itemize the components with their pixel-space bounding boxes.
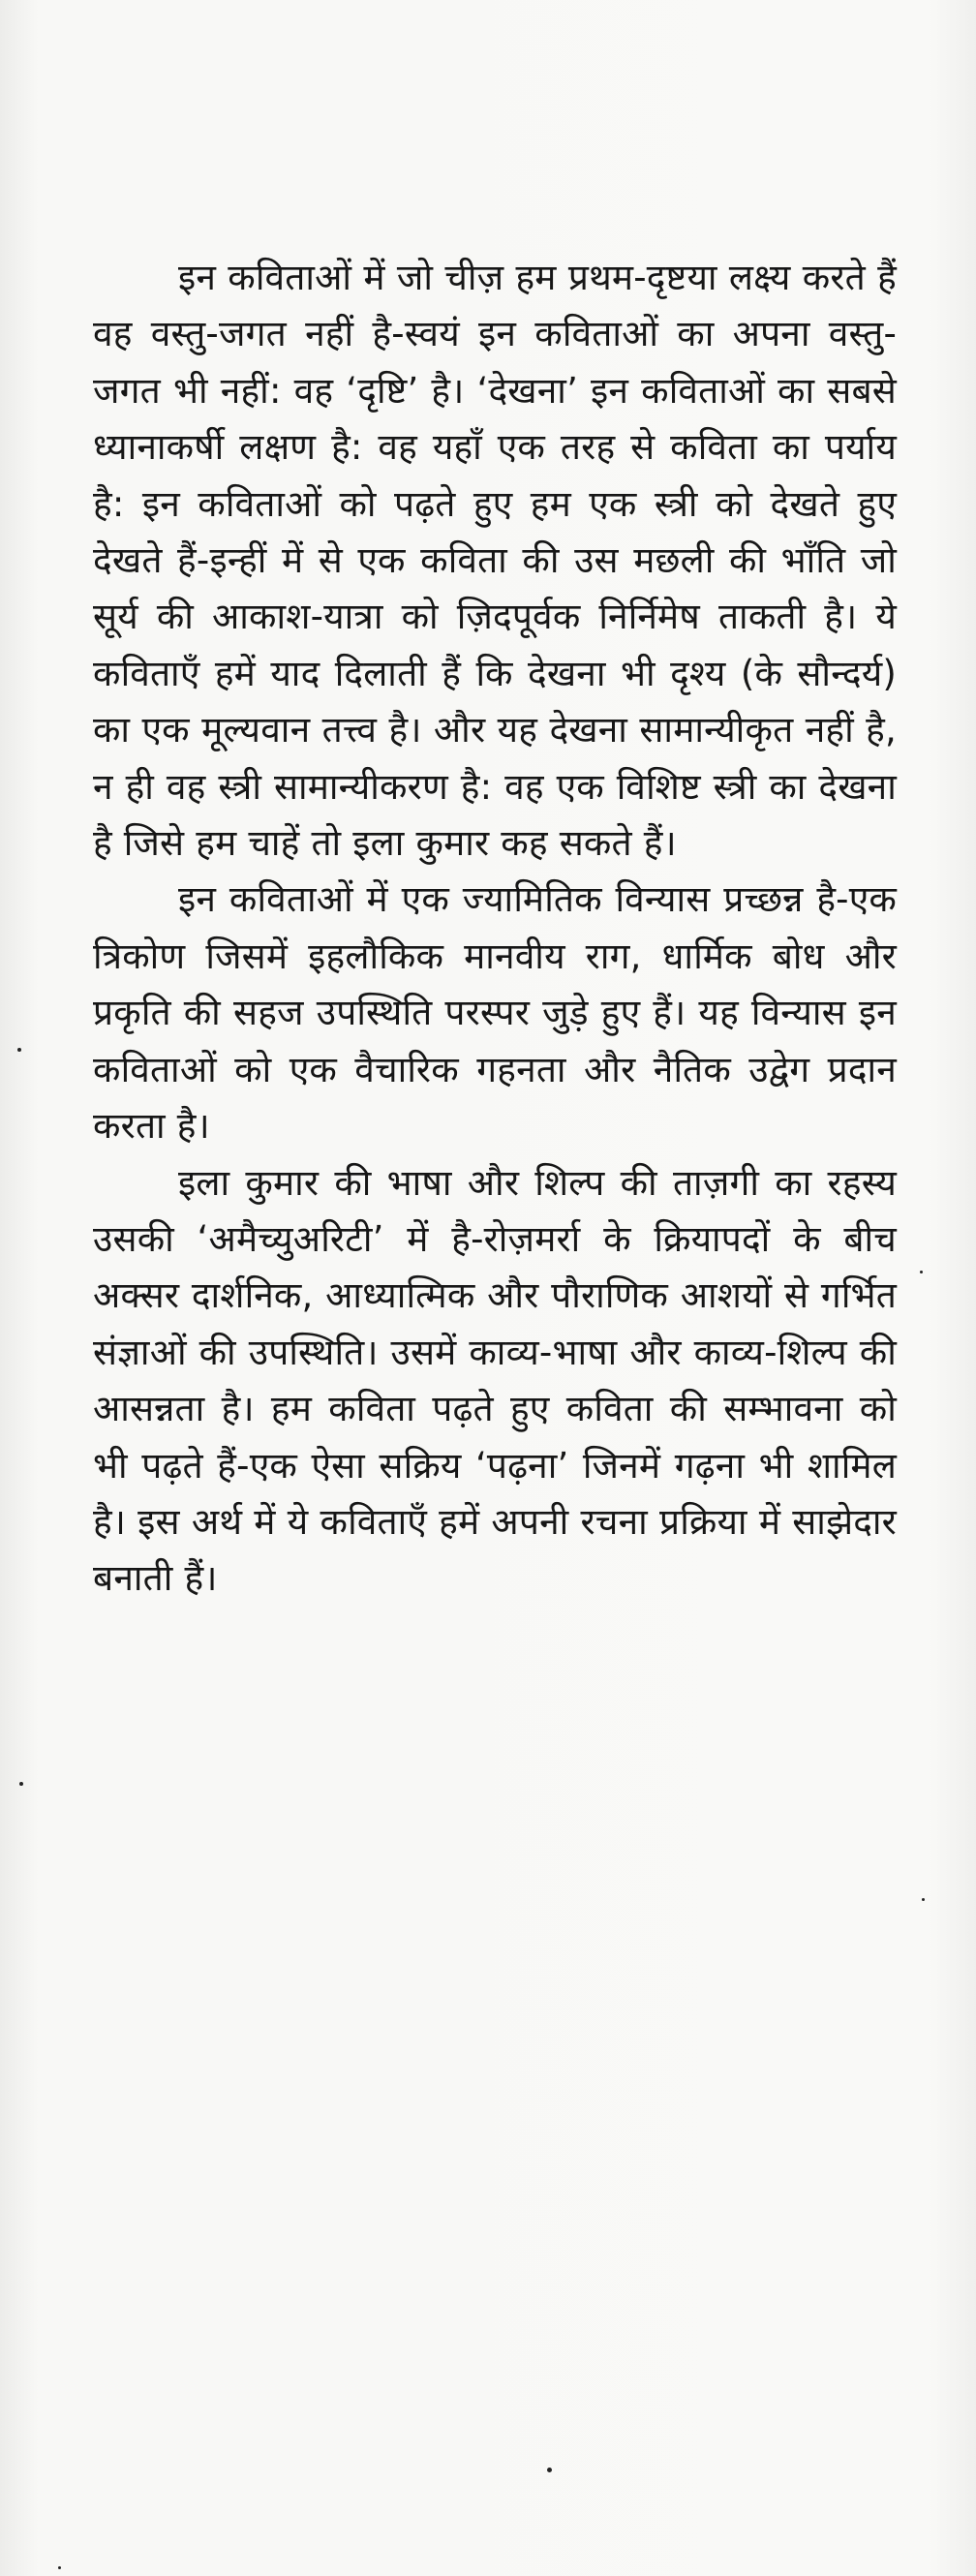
paragraph-2: इन कविताओं में एक ज्यामितिक विन्यास प्रच्छन्न है-एक त्रिकोण जिसमें इहलौकिक मानवीय राग, धार्मिक बोध और प्रकृति की सहज उपस्थिति परस्पर जुड़े हुए हैं। यह विन्यास इन कविताओं को एक वैचारिक गहनता और नैतिक उद्वेग प्रदान करता है। xyxy=(93,878,897,1148)
paper-speck xyxy=(922,1898,925,1901)
paper-speck xyxy=(920,1271,923,1273)
paper-speck xyxy=(58,2566,61,2569)
paper-speck xyxy=(19,1782,23,1786)
paragraph-1: इन कविताओं में जो चीज़ हम प्रथम-दृष्टया लक्ष्य करते हैं वह वस्तु-जगत नहीं है-स्वयं इन कविताओं का अपना वस्तु-जगत भी नहीं: वह ‘दृष्टि’ है। ‘देखना’ इन कविताओं का सबसे ध्यानाकर्षी लक्षण है: वह यहाँ एक तरह से कविता का पर्याय है: इन कविताओं को पढ़ते हुए हम एक स्त्री को देखते हुए देखते हैं-इन्हीं में से एक कविता की उस मछली की भाँति जो सूर्य की आकाश-यात्रा को ज़िदपूर्वक निर्निमेष ताकती है। ये कविताएँ हमें याद दिलाती हैं कि देखना भी दृश्य (के सौन्दर्य) का एक मूल्यवान तत्त्व है। और यह देखना सामान्यीकृत नहीं है, न ही वह स्त्री सामान्यीकरण है: वह एक विशिष्ट स्त्री का देखना है जिसे हम चाहें तो इला कुमार कह सकते हैं। xyxy=(93,257,897,865)
paper-speck xyxy=(547,2468,552,2472)
paragraph-3: इला कुमार की भाषा और शिल्प की ताज़गी का रहस्य उसकी ‘अमैच्युअरिटी’ में है-रोज़मर्रा के क्रियापदों के बीच अक्सर दार्शनिक, आध्यात्मिक और पौराणिक आशयों से गर्भित संज्ञाओं की उपस्थिति। उसमें काव्य-भाषा और काव्य-शिल्प की आसन्नता है। हम कविता पढ़ते हुए कविता की सम्भावना को भी पढ़ते हैं-एक ऐसा सक्रिय ‘पढ़ना’ जिनमें गढ़ना भी शामिल है। इस अर्थ में ये कविताएँ हमें अपनी रचना प्रक्रिया में साझेदार बनाती हैं। xyxy=(93,1161,897,1600)
paper-speck xyxy=(17,1048,21,1052)
body-text xyxy=(93,250,897,1608)
